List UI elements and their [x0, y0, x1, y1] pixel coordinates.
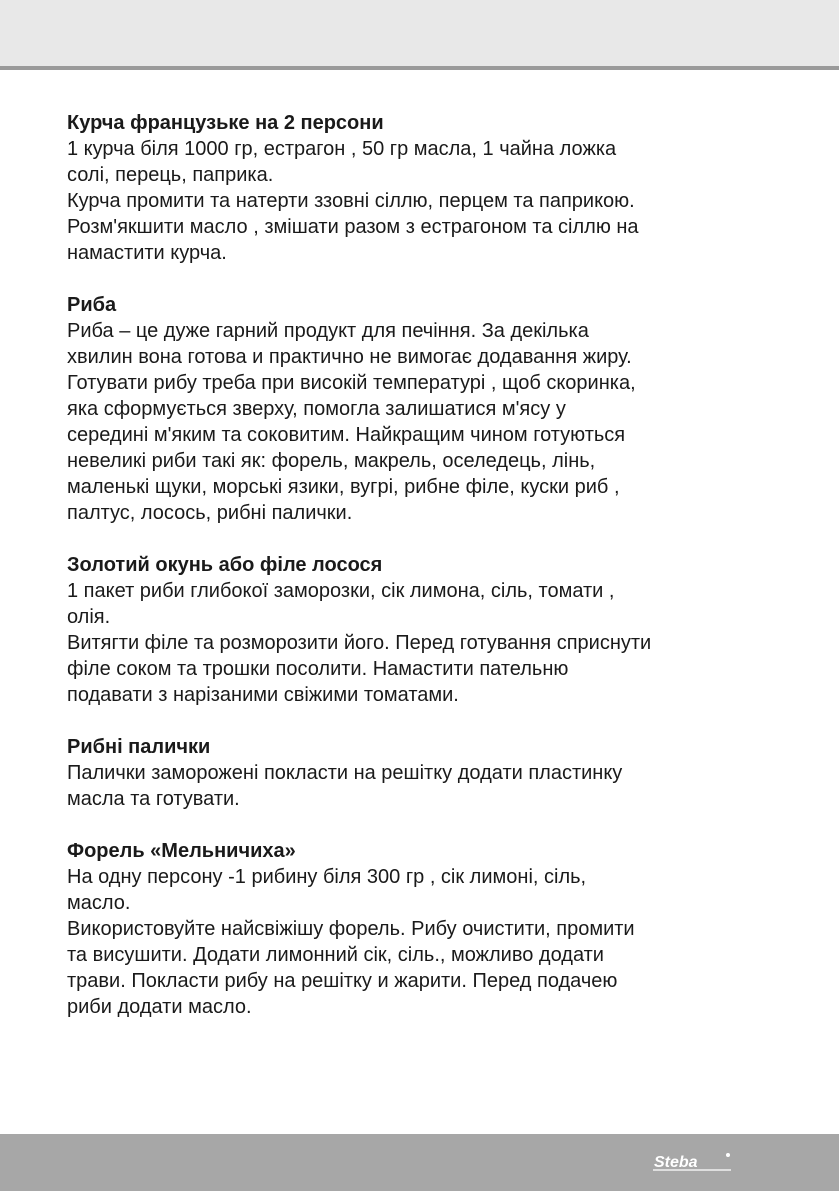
recipe-line: Розм'якшити масло , змішати разом з естрагоном та сіллю на	[67, 216, 639, 238]
recipe-line: олія.	[67, 606, 111, 628]
recipe-line: Готувати рибу треба при високій температурі , щоб скоринка,	[67, 372, 636, 394]
recipe-line: масла та готувати.	[67, 788, 240, 810]
recipe-heading: Форель «Мельничиха»	[67, 840, 296, 862]
recipe-line: маленькі щуки, морські язики, вугрі, рибне філе, куски риб ,	[67, 476, 620, 498]
header-band	[0, 0, 839, 66]
logo-registered-mark	[726, 1153, 730, 1157]
recipe-line: Риба – це дуже гарний продукт для печіння. За декілька	[67, 320, 589, 342]
recipe-line: Використовуйте найсвіжішу форель. Рибу очистити, промити	[67, 918, 635, 940]
recipe-line: хвилин вона готова и практично не вимогає додавання жиру.	[67, 346, 632, 368]
recipe-section-chicken	[67, 110, 787, 266]
recipe-line: риби додати масло.	[67, 996, 252, 1018]
recipe-line: подавати з нарізаними свіжими томатами.	[67, 684, 459, 706]
recipe-line: та висушити. Додати лимонний сік, сіль., можливо додати	[67, 944, 604, 966]
recipe-line: яка сформується зверху, помогла залишатися м'ясу у	[67, 398, 566, 420]
recipe-heading: Золотий окунь або філе лосося	[67, 554, 383, 576]
recipe-line: 1 пакет риби глибокої заморозки, сік лимона, сіль, томати ,	[67, 580, 615, 602]
recipe-line: трави. Покласти рибу на решітку и жарити. Перед подачею	[67, 970, 618, 992]
recipe-section-fish	[67, 292, 787, 526]
header-rule	[0, 66, 839, 70]
recipe-section-trout	[67, 838, 787, 1020]
recipe-line: масло.	[67, 892, 131, 914]
recipe-line: 1 курча біля 1000 гр, естрагон , 50 гр масла, 1 чайна ложка	[67, 138, 617, 160]
recipe-line: невеликі риби такі як: форель, макрель, оселедець, лінь,	[67, 450, 596, 472]
recipe-section-salmon	[67, 552, 787, 708]
recipe-line: палтус, лосось, рибні палички.	[67, 502, 353, 524]
recipe-content	[67, 110, 787, 1046]
recipe-line: намастити курча.	[67, 242, 227, 264]
recipe-line: На одну персону -1 рибину біля 300 гр , сік лимоні, сіль,	[67, 866, 587, 888]
recipe-line: середині м'яким та соковитим. Найкращим чином готуються	[67, 424, 626, 446]
recipe-section-fish-sticks	[67, 734, 787, 812]
recipe-line: Курча промити та натерти ззовні сіллю, перцем та паприкою.	[67, 190, 635, 212]
recipe-line: філе соком та трошки посолити. Намастити пательню	[67, 658, 569, 680]
recipe-heading: Курча французьке на 2 персони	[67, 112, 384, 134]
recipe-heading: Рибні палички	[67, 736, 211, 758]
recipe-line: Витягти філе та розморозити його. Перед готування сприснути	[67, 632, 652, 654]
steba-logo	[652, 1151, 732, 1173]
recipe-line: солі, перець, паприка.	[67, 164, 274, 186]
recipe-heading: Риба	[67, 294, 117, 316]
logo-text: Steba	[654, 1154, 698, 1171]
recipe-line: Палички заморожені покласти на решітку додати пластинку	[67, 762, 623, 784]
